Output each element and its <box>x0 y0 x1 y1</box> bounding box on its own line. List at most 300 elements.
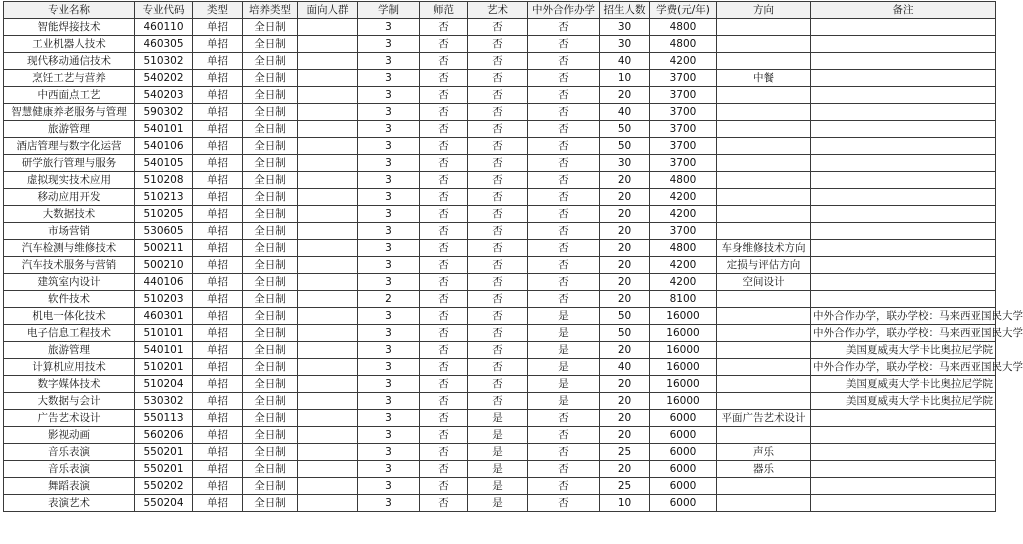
column-header: 面向人群 <box>298 2 358 19</box>
table-cell: 单招 <box>193 53 243 70</box>
table-cell <box>717 155 811 172</box>
table-row <box>4 53 996 70</box>
table-cell <box>811 461 996 478</box>
table-cell: 否 <box>420 53 468 70</box>
table-row <box>4 257 996 274</box>
column-header: 师范 <box>420 2 468 19</box>
table-cell: 否 <box>420 376 468 393</box>
table-cell: 否 <box>468 376 528 393</box>
table-cell: 20 <box>600 87 650 104</box>
table-row <box>4 461 996 478</box>
table-cell <box>298 376 358 393</box>
table-cell: 3 <box>358 172 420 189</box>
table-cell: 否 <box>468 155 528 172</box>
table-row <box>4 189 996 206</box>
table-cell <box>298 393 358 410</box>
table-cell: 美国夏威夷大学卡比奥拉尼学院 <box>811 393 996 410</box>
table-cell: 否 <box>468 393 528 410</box>
table-cell: 6000 <box>650 427 717 444</box>
table-cell: 540101 <box>135 342 193 359</box>
table-cell: 510302 <box>135 53 193 70</box>
table-cell <box>811 223 996 240</box>
table-row <box>4 325 996 342</box>
table-cell: 市场营销 <box>4 223 135 240</box>
table-cell: 否 <box>468 104 528 121</box>
table-cell: 是 <box>468 427 528 444</box>
table-cell <box>811 478 996 495</box>
table-cell: 否 <box>468 240 528 257</box>
table-cell: 4800 <box>650 36 717 53</box>
table-cell: 否 <box>420 206 468 223</box>
table-cell: 否 <box>420 410 468 427</box>
table-cell: 全日制 <box>243 478 298 495</box>
table-cell: 3 <box>358 461 420 478</box>
table-cell <box>717 495 811 512</box>
table-header <box>4 2 996 19</box>
table-row <box>4 138 996 155</box>
table-cell: 全日制 <box>243 36 298 53</box>
table-cell: 中西面点工艺 <box>4 87 135 104</box>
table-cell: 3 <box>358 495 420 512</box>
table-cell: 是 <box>468 478 528 495</box>
table-cell: 是 <box>528 359 600 376</box>
table-cell: 单招 <box>193 206 243 223</box>
table-cell <box>298 444 358 461</box>
table-cell: 16000 <box>650 359 717 376</box>
table-cell <box>811 172 996 189</box>
table-row <box>4 240 996 257</box>
table-cell <box>717 291 811 308</box>
table-row <box>4 172 996 189</box>
table-cell: 单招 <box>193 138 243 155</box>
table-row <box>4 121 996 138</box>
table-cell: 美国夏威夷大学卡比奥拉尼学院 <box>811 342 996 359</box>
column-header: 专业名称 <box>4 2 135 19</box>
table-cell: 空间设计 <box>717 274 811 291</box>
table-cell: 3 <box>358 325 420 342</box>
table-cell: 单招 <box>193 325 243 342</box>
table-cell: 否 <box>420 274 468 291</box>
table-cell: 舞蹈表演 <box>4 478 135 495</box>
column-header: 培养类型 <box>243 2 298 19</box>
table-cell: 电子信息工程技术 <box>4 325 135 342</box>
table-cell: 40 <box>600 359 650 376</box>
table-cell: 音乐表演 <box>4 461 135 478</box>
table-cell <box>717 138 811 155</box>
table-cell: 540203 <box>135 87 193 104</box>
column-header: 中外合作办学 <box>528 2 600 19</box>
table-cell: 全日制 <box>243 308 298 325</box>
table-cell: 否 <box>420 172 468 189</box>
table-cell: 否 <box>468 223 528 240</box>
table-cell <box>298 104 358 121</box>
table-cell: 6000 <box>650 495 717 512</box>
table-row <box>4 87 996 104</box>
table-cell: 数字媒体技术 <box>4 376 135 393</box>
table-row <box>4 70 996 87</box>
table-cell <box>298 410 358 427</box>
table-cell: 20 <box>600 291 650 308</box>
table-cell: 酒店管理与数字化运营 <box>4 138 135 155</box>
table-cell: 否 <box>528 495 600 512</box>
table-cell: 3 <box>358 240 420 257</box>
table-cell: 460110 <box>135 19 193 36</box>
table-body <box>4 19 1023 512</box>
table-cell: 否 <box>468 189 528 206</box>
table-cell: 500211 <box>135 240 193 257</box>
table-cell: 460301 <box>135 308 193 325</box>
table-cell: 3 <box>358 444 420 461</box>
table-cell <box>811 138 996 155</box>
table-cell: 汽车技术服务与营销 <box>4 257 135 274</box>
table-cell: 3 <box>358 257 420 274</box>
table-cell <box>811 19 996 36</box>
table-cell: 否 <box>420 19 468 36</box>
table-cell: 40 <box>600 53 650 70</box>
table-cell: 烹饪工艺与营养 <box>4 70 135 87</box>
table-row <box>4 495 996 512</box>
table-cell: 单招 <box>193 359 243 376</box>
table-cell: 全日制 <box>243 189 298 206</box>
table-cell: 否 <box>528 291 600 308</box>
table-cell: 汽车检测与维修技术 <box>4 240 135 257</box>
table-cell: 否 <box>528 70 600 87</box>
table-cell <box>298 427 358 444</box>
table-cell: 否 <box>420 308 468 325</box>
table-cell: 研学旅行管理与服务 <box>4 155 135 172</box>
table-cell: 否 <box>468 19 528 36</box>
table-cell: 6000 <box>650 461 717 478</box>
table-cell: 现代移动通信技术 <box>4 53 135 70</box>
table-cell: 4200 <box>650 53 717 70</box>
table-cell: 工业机器人技术 <box>4 36 135 53</box>
table-cell: 550201 <box>135 444 193 461</box>
table-cell: 50 <box>600 325 650 342</box>
table-cell: 是 <box>468 495 528 512</box>
table-cell: 50 <box>600 121 650 138</box>
enrollment-table <box>3 1 1023 512</box>
table-cell: 否 <box>420 495 468 512</box>
table-cell: 540202 <box>135 70 193 87</box>
table-cell: 6000 <box>650 444 717 461</box>
table-cell: 440106 <box>135 274 193 291</box>
table-cell: 全日制 <box>243 240 298 257</box>
table-cell <box>811 291 996 308</box>
table-cell: 单招 <box>193 121 243 138</box>
table-cell: 单招 <box>193 291 243 308</box>
table-cell: 否 <box>528 53 600 70</box>
table-cell: 否 <box>528 461 600 478</box>
column-header: 备注 <box>811 2 996 19</box>
table-cell: 全日制 <box>243 359 298 376</box>
table-cell <box>717 223 811 240</box>
table-cell <box>298 138 358 155</box>
table-cell <box>811 87 996 104</box>
table-cell: 20 <box>600 172 650 189</box>
table-cell: 否 <box>420 325 468 342</box>
table-cell: 全日制 <box>243 138 298 155</box>
table-cell: 全日制 <box>243 53 298 70</box>
table-cell: 单招 <box>193 427 243 444</box>
table-cell: 大数据与会计 <box>4 393 135 410</box>
table-row <box>4 308 996 325</box>
table-cell: 全日制 <box>243 342 298 359</box>
table-cell: 550201 <box>135 461 193 478</box>
table-cell: 全日制 <box>243 291 298 308</box>
table-cell: 否 <box>528 36 600 53</box>
table-cell: 550113 <box>135 410 193 427</box>
table-cell: 否 <box>468 206 528 223</box>
table-cell <box>298 325 358 342</box>
table-row <box>4 410 996 427</box>
table-cell: 影视动画 <box>4 427 135 444</box>
table-cell: 500210 <box>135 257 193 274</box>
table-cell: 中外合作办学，联办学校：马来西亚国民大学 <box>811 359 996 376</box>
table-cell <box>298 342 358 359</box>
table-cell: 25 <box>600 444 650 461</box>
table-cell: 车身维修技术方向 <box>717 240 811 257</box>
table-cell: 20 <box>600 342 650 359</box>
table-cell: 否 <box>468 308 528 325</box>
table-cell: 4800 <box>650 19 717 36</box>
table-cell: 3 <box>358 308 420 325</box>
table-cell <box>298 189 358 206</box>
table-cell <box>298 70 358 87</box>
table-cell <box>811 70 996 87</box>
table-cell: 定损与评估方向 <box>717 257 811 274</box>
table-cell: 20 <box>600 223 650 240</box>
table-cell: 大数据技术 <box>4 206 135 223</box>
table-cell: 20 <box>600 189 650 206</box>
table-cell: 否 <box>528 427 600 444</box>
table-cell <box>717 87 811 104</box>
table-cell: 软件技术 <box>4 291 135 308</box>
table-cell: 机电一体化技术 <box>4 308 135 325</box>
table-cell: 50 <box>600 138 650 155</box>
table-cell: 20 <box>600 427 650 444</box>
table-cell: 否 <box>528 444 600 461</box>
table-cell: 20 <box>600 206 650 223</box>
table-cell <box>811 155 996 172</box>
table-cell <box>298 478 358 495</box>
table-cell: 否 <box>420 359 468 376</box>
table-cell <box>717 325 811 342</box>
table-cell: 16000 <box>650 393 717 410</box>
table-cell <box>811 104 996 121</box>
table-cell: 否 <box>528 138 600 155</box>
table-cell: 全日制 <box>243 87 298 104</box>
table-row <box>4 19 996 36</box>
table-cell: 虚拟现实技术应用 <box>4 172 135 189</box>
table-cell: 否 <box>468 87 528 104</box>
table-cell: 单招 <box>193 478 243 495</box>
table-cell: 全日制 <box>243 325 298 342</box>
table-cell: 550204 <box>135 495 193 512</box>
table-cell: 否 <box>420 121 468 138</box>
table-cell: 3 <box>358 70 420 87</box>
table-cell: 30 <box>600 36 650 53</box>
table-cell: 单招 <box>193 410 243 427</box>
table-cell: 16000 <box>650 325 717 342</box>
table-cell <box>811 206 996 223</box>
table-cell: 3 <box>358 36 420 53</box>
table-cell: 智能焊接技术 <box>4 19 135 36</box>
table-cell: 3 <box>358 427 420 444</box>
table-cell: 3700 <box>650 155 717 172</box>
table-cell: 3 <box>358 206 420 223</box>
table-cell: 否 <box>468 342 528 359</box>
table-cell: 3700 <box>650 223 717 240</box>
table-cell: 510205 <box>135 206 193 223</box>
table-cell: 表演艺术 <box>4 495 135 512</box>
table-cell: 20 <box>600 393 650 410</box>
table-cell: 否 <box>468 257 528 274</box>
table-cell: 3 <box>358 478 420 495</box>
table-cell <box>811 36 996 53</box>
table-cell <box>811 53 996 70</box>
table-cell: 3 <box>358 376 420 393</box>
table-cell: 3 <box>358 87 420 104</box>
table-cell <box>811 495 996 512</box>
table-cell: 计算机应用技术 <box>4 359 135 376</box>
table-cell: 40 <box>600 104 650 121</box>
table-cell: 中外合作办学，联办学校：马来西亚国民大学 <box>811 308 996 325</box>
table-cell: 30 <box>600 155 650 172</box>
table-cell: 否 <box>420 240 468 257</box>
table-cell <box>298 308 358 325</box>
table-cell <box>717 308 811 325</box>
table-cell <box>717 359 811 376</box>
table-cell <box>298 223 358 240</box>
table-cell <box>717 104 811 121</box>
table-cell <box>717 36 811 53</box>
table-cell: 否 <box>420 444 468 461</box>
table-cell: 20 <box>600 376 650 393</box>
table-cell: 否 <box>468 70 528 87</box>
column-header: 学费(元/年) <box>650 2 717 19</box>
table-row <box>4 342 996 359</box>
table-cell <box>298 240 358 257</box>
table-cell: 美国夏威夷大学卡比奥拉尼学院 <box>811 376 996 393</box>
table-cell: 否 <box>468 53 528 70</box>
table-cell: 10 <box>600 495 650 512</box>
table-cell: 否 <box>528 104 600 121</box>
table-cell <box>298 257 358 274</box>
table-cell: 3 <box>358 223 420 240</box>
table-cell: 3 <box>358 138 420 155</box>
table-cell: 否 <box>528 172 600 189</box>
table-cell: 8100 <box>650 291 717 308</box>
table-cell: 3 <box>358 274 420 291</box>
table-cell: 单招 <box>193 393 243 410</box>
table-cell: 30 <box>600 19 650 36</box>
table-cell: 中外合作办学，联办学校：马来西亚国民大学 <box>811 325 996 342</box>
table-cell: 3700 <box>650 138 717 155</box>
table-cell: 540101 <box>135 121 193 138</box>
table-cell: 10 <box>600 70 650 87</box>
table-cell: 510208 <box>135 172 193 189</box>
table-cell: 3 <box>358 121 420 138</box>
table-cell: 单招 <box>193 274 243 291</box>
table-cell: 3700 <box>650 104 717 121</box>
table-cell: 否 <box>528 240 600 257</box>
table-cell: 否 <box>528 274 600 291</box>
table-cell: 510204 <box>135 376 193 393</box>
table-cell: 全日制 <box>243 410 298 427</box>
table-cell: 4200 <box>650 206 717 223</box>
table-cell: 否 <box>420 427 468 444</box>
table-cell: 否 <box>420 257 468 274</box>
table-cell: 否 <box>420 189 468 206</box>
table-cell: 单招 <box>193 104 243 121</box>
table-cell: 20 <box>600 461 650 478</box>
table-cell: 16000 <box>650 308 717 325</box>
table-cell <box>717 19 811 36</box>
table-cell: 是 <box>468 410 528 427</box>
table-cell: 是 <box>468 461 528 478</box>
column-header: 类型 <box>193 2 243 19</box>
table-cell: 全日制 <box>243 257 298 274</box>
table-cell: 平面广告艺术设计 <box>717 410 811 427</box>
table-cell: 全日制 <box>243 427 298 444</box>
table-cell <box>298 359 358 376</box>
column-header: 方向 <box>717 2 811 19</box>
table-row <box>4 427 996 444</box>
table-cell: 否 <box>528 478 600 495</box>
table-cell <box>298 172 358 189</box>
table-cell <box>298 19 358 36</box>
table-cell: 智慧健康养老服务与管理 <box>4 104 135 121</box>
column-header: 艺术 <box>468 2 528 19</box>
table-cell <box>811 121 996 138</box>
table-cell: 广告艺术设计 <box>4 410 135 427</box>
table-cell: 否 <box>468 325 528 342</box>
table-cell: 3700 <box>650 121 717 138</box>
table-cell <box>717 172 811 189</box>
table-cell: 移动应用开发 <box>4 189 135 206</box>
table-cell <box>811 410 996 427</box>
table-cell: 4200 <box>650 189 717 206</box>
table-cell: 单招 <box>193 461 243 478</box>
table-cell: 器乐 <box>717 461 811 478</box>
table-cell: 全日制 <box>243 444 298 461</box>
table-cell: 510101 <box>135 325 193 342</box>
table-cell: 否 <box>528 19 600 36</box>
table-cell: 全日制 <box>243 223 298 240</box>
table-cell: 4200 <box>650 274 717 291</box>
table-cell: 3 <box>358 104 420 121</box>
table-cell: 单招 <box>193 308 243 325</box>
table-cell: 全日制 <box>243 495 298 512</box>
table-cell: 2 <box>358 291 420 308</box>
table-cell: 510203 <box>135 291 193 308</box>
table-row <box>4 393 996 410</box>
table-cell: 否 <box>420 155 468 172</box>
table-cell: 否 <box>528 410 600 427</box>
table-cell: 全日制 <box>243 461 298 478</box>
table-cell <box>811 427 996 444</box>
table-cell: 全日制 <box>243 70 298 87</box>
table-cell: 20 <box>600 410 650 427</box>
table-cell <box>811 189 996 206</box>
table-cell <box>298 274 358 291</box>
table-row <box>4 359 996 376</box>
table-cell: 3 <box>358 393 420 410</box>
table-cell: 否 <box>528 206 600 223</box>
table-cell: 是 <box>528 308 600 325</box>
table-cell: 否 <box>420 223 468 240</box>
table-row <box>4 478 996 495</box>
